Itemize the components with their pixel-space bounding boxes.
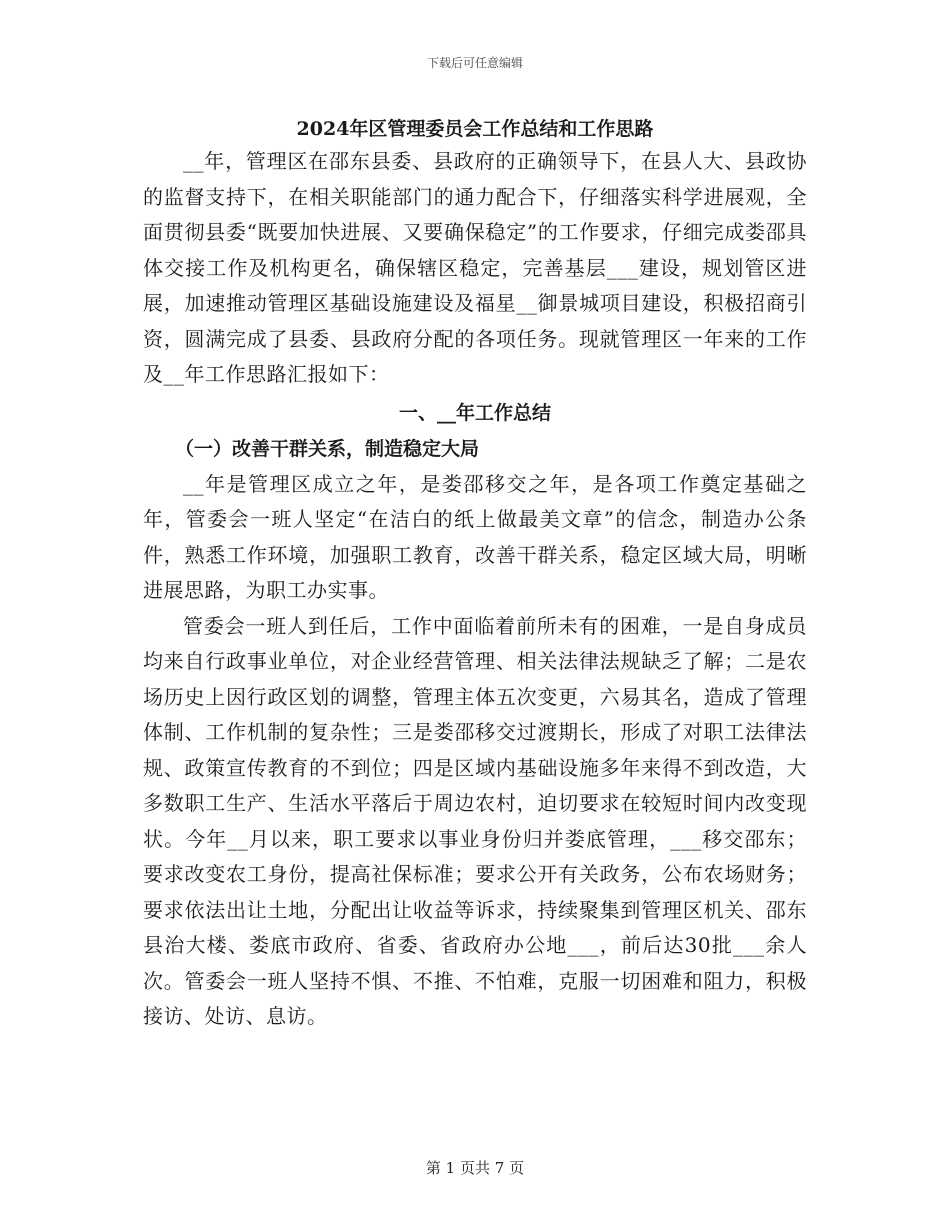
section-heading: 一、__年工作总结 bbox=[398, 401, 551, 424]
document-body bbox=[143, 110, 807, 1035]
intro-paragraph: __年，管理区在邵东县委、县政府的正确领导下，在县人大、县政协的监督支持下，在相关职能部门的通力配合下，仔细落实科学进展观，全面贯彻县委“既要加快进展、又要确保稳定”的工作要求，仔细完成娄邵具体交接工作及机构更名，确保辖区稳定，完善基层___建设，规划管区进展，加速推动管理区基础设施建设及福星__御景城项目建设，积极招商引资，圆满完成了县委、县政府分配的各项任务。现就管理区一年来的工作及__年工作思路汇报如下： bbox=[143, 149, 807, 386]
page-header: 下载后可任意编辑 bbox=[426, 56, 523, 70]
document-title: 2024年区管理委员会工作总结和工作思路 bbox=[296, 118, 654, 140]
subsection-heading: （一）改善干群关系，制造稳定大局 bbox=[175, 437, 480, 460]
body-paragraph-2: 管委会一班人到任后，工作中面临着前所未有的困难，一是自身成员均来自行政事业单位，对企业经营管理、相关法律法规缺乏了解；二是农场历史上因行政区划的调整，管理主体五次变更，六易其名，造成了管理体制、工作机制的复杂性；三是娄邵移交过渡期长，形成了对职工法律法规、政策宣传教育的不到位；四是区域内基础设施多年来得不到改造，大多数职工生产、生活水平落后于周边农村，迫切要求在较短时间内改变现状。今年__月以来，职工要求以事业身份归并娄底管理，___移交邵东；要求改变农工身份，提高社保标准；要求公开有关政务，公布农场财务；要求依法出让土地，分配出让收益等诉求，持续聚集到管理区机关、邵东县治大楼、娄底市政府、省委、省政府办公地___，前后达30批___余人次。管委会一班人坚持不惧、不推、不怕难，克服一切困难和阻力，积极接访、处访、息访。 bbox=[143, 613, 807, 1028]
page-footer: 第 1 页共 7 页 bbox=[425, 1159, 525, 1177]
body-paragraph-1: __年是管理区成立之年，是娄邵移交之年，是各项工作奠定基础之年，管委会一班人坚定“在洁白的纸上做最美文章”的信念，制造办公条件，熟悉工作环境，加强职工教育，改善干群关系，稳定区域大局，明晰进展思路，为职工办实事。 bbox=[143, 471, 807, 602]
